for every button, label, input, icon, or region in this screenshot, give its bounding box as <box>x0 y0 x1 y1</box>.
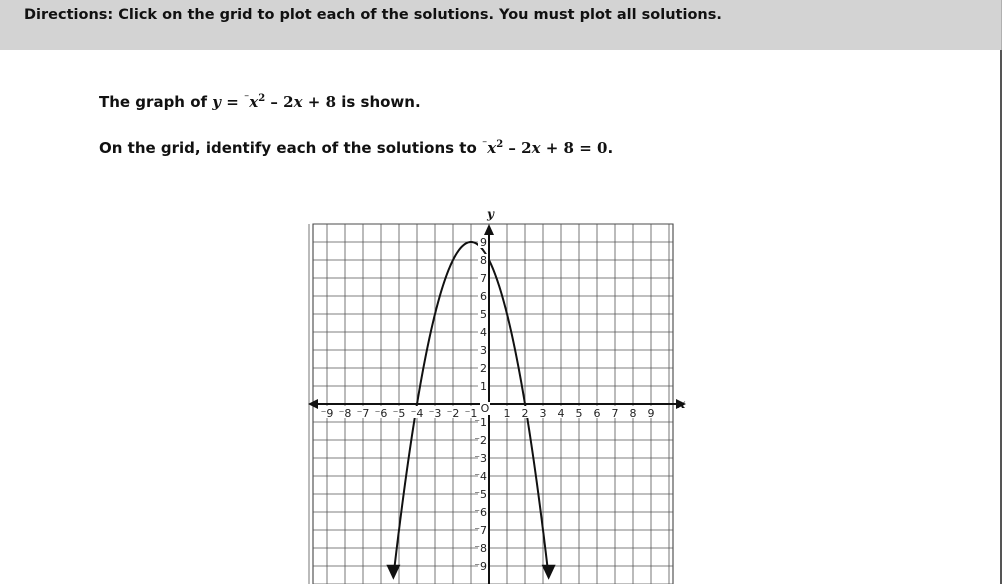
parabola-arrow-right <box>542 565 556 580</box>
x-tick-label: 4 <box>557 407 565 420</box>
prompt2-zero: 0 <box>597 139 608 157</box>
prompt2-equals: = <box>573 139 597 157</box>
x-tick-label: ⁻3 <box>428 407 442 420</box>
prompt1-y: y <box>212 93 221 111</box>
prompt1-minus: – <box>265 93 284 111</box>
y-tick-label: 2 <box>480 362 487 375</box>
prompt2-lead: On the grid, identify each of the solutions to <box>99 139 482 157</box>
prompt2-neg: ⁻ <box>481 139 488 150</box>
prompt2-square: 2 <box>496 139 504 150</box>
y-tick-label: 7 <box>480 272 487 285</box>
y-tick-label: 5 <box>480 308 487 321</box>
prompt1-plus: + <box>302 93 326 111</box>
y-axis-label: y <box>487 207 494 221</box>
prompt1-x: x <box>249 93 259 111</box>
x-tick-label: 8 <box>629 407 637 420</box>
y-tick-label: ⁻2 <box>474 434 487 447</box>
y-tick-label: ⁻3 <box>474 452 487 465</box>
x-tick-label: 6 <box>593 407 601 420</box>
prompt2-x2: x <box>531 139 541 157</box>
y-tick-label: 3 <box>480 344 487 357</box>
y-tick-label: 6 <box>480 290 487 303</box>
tick-labels <box>319 207 686 573</box>
y-tick-label: ⁻6 <box>474 506 487 519</box>
x-tick-label: 7 <box>611 407 619 420</box>
y-tick-label: ⁻5 <box>474 488 487 501</box>
x-tick-label: 9 <box>647 407 655 420</box>
y-axis-arrow-up <box>484 224 494 235</box>
prompt2-minus: – <box>503 139 522 157</box>
x-tick-label: 5 <box>575 407 583 420</box>
prompt1-eight: 8 <box>325 93 336 111</box>
x-tick-label: ⁻9 <box>320 407 334 420</box>
prompt2-x: x <box>487 139 497 157</box>
prompt1-neg: ⁻ <box>244 93 250 104</box>
y-tick-label: 8 <box>480 254 487 267</box>
origin-label: O <box>480 402 490 415</box>
x-tick-label: 1 <box>503 407 511 420</box>
y-tick-label: ⁻8 <box>474 542 487 555</box>
y-tick-label: ⁻4 <box>474 470 487 483</box>
prompt2-plus: + <box>540 139 564 157</box>
x-tick-label: ⁻6 <box>374 407 388 420</box>
prompt2-eight: 8 <box>563 139 574 157</box>
y-tick-label: ⁻7 <box>474 524 487 537</box>
x-tick-label: ⁻1 <box>464 407 478 420</box>
prompt1-square: 2 <box>258 93 266 104</box>
prompt1-lead: The graph of <box>99 93 213 111</box>
x-tick-label: ⁻2 <box>446 407 460 420</box>
y-tick-label: 1 <box>480 380 487 393</box>
x-tick-label: ⁻5 <box>392 407 406 420</box>
x-tick-label: 2 <box>521 407 529 420</box>
prompt1-two: 2 <box>283 93 294 111</box>
y-tick-label: 4 <box>480 326 487 339</box>
x-tick-label: ⁻8 <box>338 407 352 420</box>
x-tick-label: 3 <box>539 407 547 420</box>
prompt1-tail: is shown. <box>336 93 421 111</box>
prompt2-two: 2 <box>521 139 532 157</box>
y-tick-label: ⁻1 <box>474 416 487 429</box>
x-axis-label: x <box>678 397 686 411</box>
y-tick-label: 9 <box>480 236 487 249</box>
prompt2-tail: . <box>607 139 614 157</box>
parabola-arrow-left <box>386 565 400 580</box>
x-tick-label: ⁻4 <box>410 407 424 420</box>
prompt1-x2: x <box>293 93 303 111</box>
x-tick-label: ⁻7 <box>356 407 370 420</box>
directions-text: Directions: Click on the grid to plot each of the solutions. You must plot all solutions. <box>24 7 722 23</box>
prompt1-equals: = <box>220 93 244 111</box>
y-tick-label: ⁻9 <box>474 560 487 573</box>
